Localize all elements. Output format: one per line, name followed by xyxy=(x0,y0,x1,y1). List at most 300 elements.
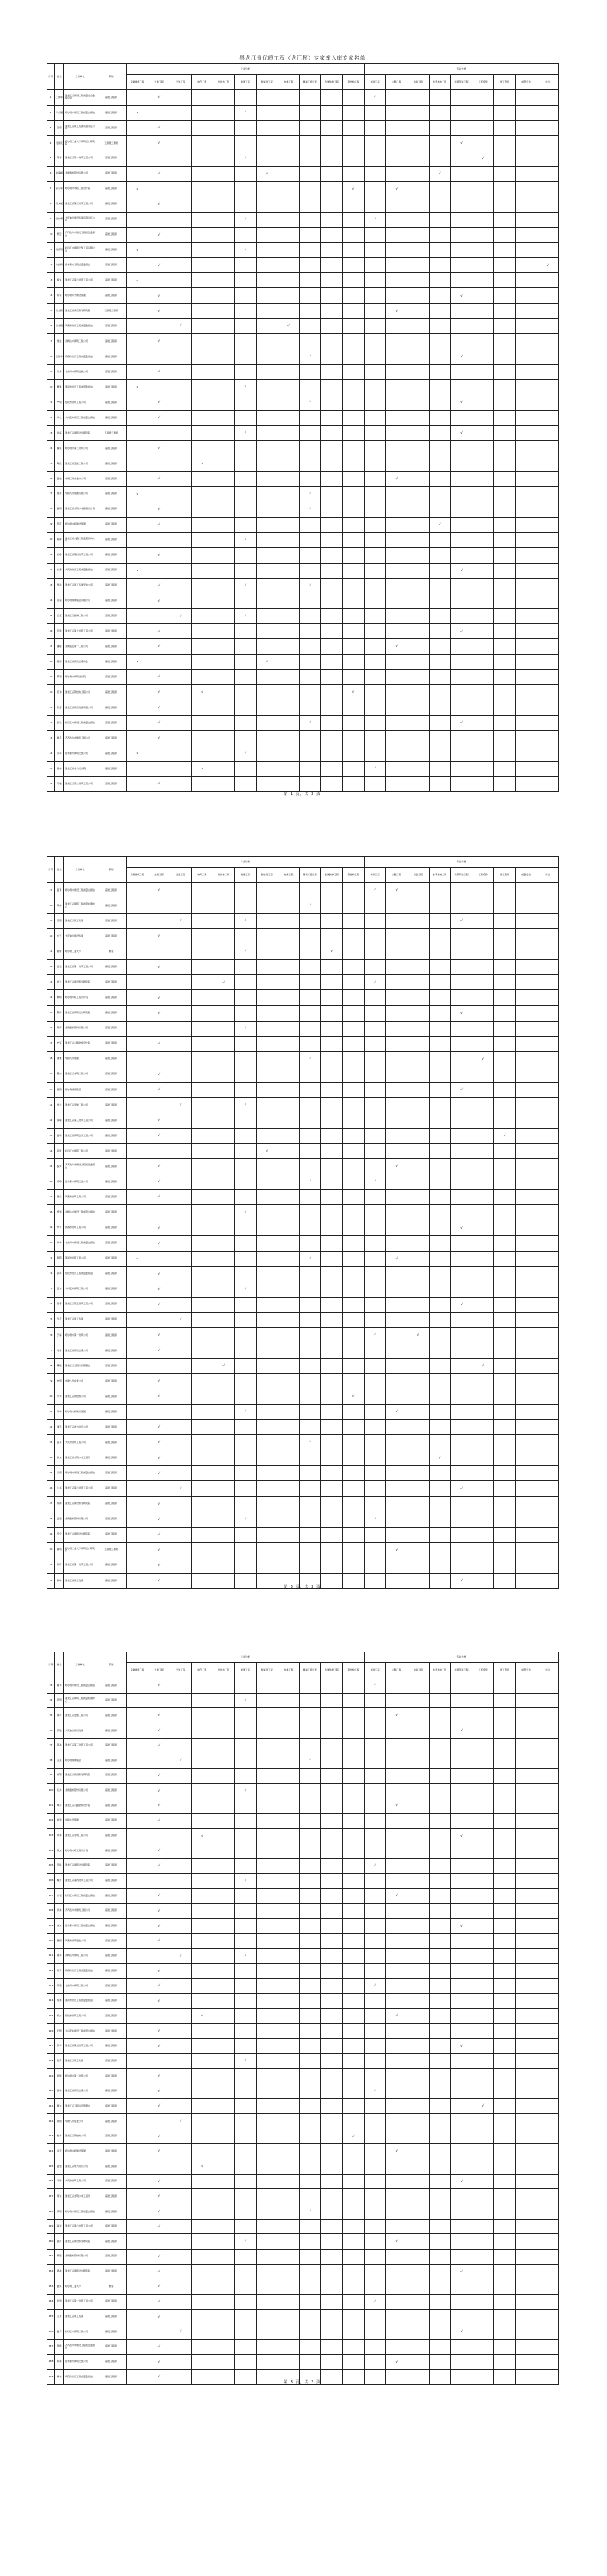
row-name: 章程 xyxy=(55,593,64,609)
row-specialty-cell xyxy=(472,1266,494,1282)
row-specialty-cell xyxy=(342,2264,364,2279)
row-specialty-cell xyxy=(342,1005,364,1021)
row-specialty-cell xyxy=(256,319,278,334)
row-seq: 31 xyxy=(47,547,55,563)
col-header-specialty: 钢结构工程 xyxy=(342,75,364,90)
row-specialty-cell xyxy=(407,1144,429,1159)
row-seq: 7 xyxy=(47,181,55,197)
row-specialty-cell xyxy=(235,517,256,532)
row-specialty-cell xyxy=(537,1190,558,1205)
row-specialty-cell xyxy=(494,563,515,578)
row-specialty-cell xyxy=(537,1979,558,1994)
row-specialty-cell xyxy=(300,1266,321,1282)
row-specialty-cell xyxy=(364,1327,385,1343)
row-specialty-cell xyxy=(429,1466,450,1481)
row-specialty-cell xyxy=(515,1190,537,1205)
row-specialty-cell xyxy=(537,655,558,670)
row-specialty-cell xyxy=(300,411,321,426)
row-specialty-cell xyxy=(450,1542,472,1558)
row-specialty-cell xyxy=(472,1753,494,1769)
row-specialty-cell xyxy=(364,1236,385,1251)
row-specialty-cell xyxy=(386,2309,407,2324)
row-specialty-cell xyxy=(278,334,299,349)
row-specialty-cell xyxy=(407,1435,429,1450)
row-specialty-cell xyxy=(407,1389,429,1405)
row-specialty-cell xyxy=(407,151,429,166)
row-specialty-cell xyxy=(494,2038,515,2054)
row-specialty-cell xyxy=(364,471,385,486)
row-specialty-cell xyxy=(407,2129,429,2144)
table-row xyxy=(47,2354,559,2370)
table-row xyxy=(47,578,559,593)
row-specialty-cell xyxy=(235,1828,256,1843)
row-specialty-cell xyxy=(472,1297,494,1312)
row-title: 高级工程师 xyxy=(96,700,127,716)
check-mark-icon: √ xyxy=(157,1379,161,1383)
row-specialty-cell xyxy=(191,2294,213,2309)
row-title: 教授 xyxy=(96,944,127,960)
row-specialty-cell xyxy=(191,929,213,944)
row-seq: 110 xyxy=(47,1934,55,1949)
row-specialty-cell xyxy=(537,1934,558,1949)
row-unit: 哈尔滨市政工程设计院 xyxy=(64,990,96,1005)
check-mark-icon: √ xyxy=(157,934,161,938)
header-row-groups xyxy=(47,1652,559,1663)
row-specialty-cell xyxy=(342,2054,364,2069)
row-specialty-cell xyxy=(235,883,256,898)
row-unit: 黑龙江省安装工程公司 xyxy=(64,1097,96,1113)
row-name: 常青 xyxy=(55,1297,64,1312)
row-specialty-cell xyxy=(256,761,278,776)
row-specialty-cell xyxy=(278,761,299,776)
row-specialty-cell xyxy=(235,1005,256,1021)
row-specialty-cell xyxy=(278,776,299,791)
row-specialty-cell xyxy=(537,319,558,334)
row-specialty-cell xyxy=(494,2174,515,2189)
row-specialty-cell xyxy=(342,1948,364,1964)
row-specialty-cell xyxy=(537,685,558,700)
row-title: 高级工程师 xyxy=(96,2159,127,2175)
row-specialty-cell xyxy=(386,1343,407,1358)
check-mark-icon: √ xyxy=(157,1240,161,1245)
row-unit: 黑龙江省建工集团 xyxy=(64,914,96,929)
row-specialty-cell xyxy=(407,1236,429,1251)
check-mark-icon: √ xyxy=(157,521,161,526)
row-specialty-cell xyxy=(515,1993,537,2009)
row-specialty-cell xyxy=(429,2144,450,2159)
row-specialty-cell xyxy=(407,273,429,288)
row-specialty-cell xyxy=(494,1481,515,1496)
check-mark-icon: √ xyxy=(374,1516,376,1521)
row-specialty-cell xyxy=(300,655,321,670)
row-specialty-cell xyxy=(321,1738,342,1753)
row-specialty-cell xyxy=(407,2279,429,2295)
check-mark-icon: √ xyxy=(395,308,398,313)
row-specialty-cell xyxy=(537,2024,558,2039)
row-specialty-cell xyxy=(537,1220,558,1236)
row-specialty-cell xyxy=(537,1558,558,1573)
row-specialty-cell xyxy=(494,2084,515,2099)
row-specialty-cell xyxy=(278,365,299,380)
check-mark-icon: √ xyxy=(309,1056,311,1061)
row-specialty-cell xyxy=(148,411,170,426)
row-seq: 72 xyxy=(47,1266,55,1282)
row-specialty-cell xyxy=(300,1843,321,1859)
row-specialty-cell xyxy=(450,1097,472,1113)
row-specialty-cell xyxy=(494,1934,515,1949)
row-title: 正高级工程师 xyxy=(96,425,127,440)
row-specialty-cell xyxy=(127,365,148,380)
row-specialty-cell xyxy=(429,105,450,120)
check-mark-icon: √ xyxy=(374,95,376,99)
row-specialty-cell xyxy=(515,1082,537,1097)
row-specialty-cell xyxy=(494,2024,515,2039)
row-specialty-cell xyxy=(515,212,537,227)
row-specialty-cell xyxy=(235,2054,256,2069)
col-header-specialty: 暖通工程 xyxy=(235,868,256,883)
row-specialty-cell xyxy=(494,2279,515,2295)
row-specialty-cell xyxy=(450,1159,472,1174)
row-specialty-cell xyxy=(537,639,558,655)
row-title: 高级工程师 xyxy=(96,1828,127,1843)
check-mark-icon: √ xyxy=(395,2239,398,2243)
table-row xyxy=(47,716,559,731)
col-header-specialty: 装饰装修工程 xyxy=(321,1663,342,1678)
row-specialty-cell xyxy=(256,609,278,624)
row-specialty-cell xyxy=(515,1220,537,1236)
row-specialty-cell xyxy=(170,1542,191,1558)
row-specialty-cell xyxy=(148,1828,170,1843)
row-specialty-cell xyxy=(148,1159,170,1174)
row-specialty-cell xyxy=(429,1542,450,1558)
row-specialty-cell xyxy=(407,1496,429,1512)
row-specialty-cell xyxy=(300,334,321,349)
row-seq: 61 xyxy=(47,1097,55,1113)
row-unit: 齐齐哈尔市建设工程质量监督站 xyxy=(64,1159,96,1174)
col-group-specialty-1: 专业分类 xyxy=(127,857,365,868)
row-specialty-cell xyxy=(537,2144,558,2159)
row-specialty-cell xyxy=(364,1918,385,1934)
row-specialty-cell xyxy=(537,1021,558,1036)
row-specialty-cell xyxy=(364,700,385,716)
row-specialty-cell xyxy=(321,1934,342,1949)
row-specialty-cell xyxy=(386,1512,407,1527)
row-specialty-cell xyxy=(386,1783,407,1798)
row-specialty-cell xyxy=(300,1405,321,1420)
check-mark-icon: √ xyxy=(374,766,376,771)
row-specialty-cell xyxy=(321,1993,342,2009)
row-specialty-cell xyxy=(148,456,170,471)
row-name: 臧平 xyxy=(55,1873,64,1889)
row-specialty-cell xyxy=(429,685,450,700)
row-specialty-cell xyxy=(148,1948,170,1964)
row-name: 郝明 xyxy=(55,1251,64,1266)
row-seq: 82 xyxy=(47,1420,55,1435)
row-specialty-cell xyxy=(407,1948,429,1964)
row-specialty-cell xyxy=(127,288,148,304)
check-mark-icon: √ xyxy=(201,690,203,694)
row-specialty-cell xyxy=(429,471,450,486)
table-row xyxy=(47,273,559,288)
row-specialty-cell xyxy=(213,1708,235,1723)
row-specialty-cell xyxy=(213,578,235,593)
row-name: 狄强 xyxy=(55,1813,64,1828)
row-specialty-cell xyxy=(342,1282,364,1297)
row-specialty-cell xyxy=(342,2189,364,2204)
check-mark-icon: √ xyxy=(201,2013,203,2018)
row-unit: 牡丹江市建筑工程公司 xyxy=(64,2324,96,2340)
row-specialty-cell xyxy=(450,2024,472,2039)
row-specialty-cell xyxy=(407,761,429,776)
row-specialty-cell xyxy=(407,1843,429,1859)
check-mark-icon: √ xyxy=(157,720,161,725)
row-specialty-cell xyxy=(278,486,299,502)
row-specialty-cell xyxy=(472,319,494,334)
row-specialty-cell xyxy=(256,578,278,593)
row-specialty-cell xyxy=(321,670,342,685)
row-name: 平安 xyxy=(55,1527,64,1542)
row-specialty-cell xyxy=(450,1466,472,1481)
row-specialty-cell xyxy=(364,639,385,655)
row-specialty-cell xyxy=(450,1993,472,2009)
row-specialty-cell xyxy=(213,1450,235,1466)
check-mark-icon: √ xyxy=(157,1547,161,1551)
table-row xyxy=(47,2159,559,2175)
row-specialty-cell xyxy=(450,2174,472,2189)
row-specialty-cell xyxy=(321,990,342,1005)
row-name: 禹平 xyxy=(55,1798,64,1814)
row-specialty-cell xyxy=(148,1343,170,1358)
row-specialty-cell xyxy=(170,1738,191,1753)
row-specialty-cell xyxy=(278,1312,299,1327)
row-specialty-cell xyxy=(256,547,278,563)
row-title: 高级工程师 xyxy=(96,242,127,258)
row-specialty-cell xyxy=(256,639,278,655)
row-specialty-cell xyxy=(170,135,191,151)
row-specialty-cell xyxy=(450,2084,472,2099)
row-specialty-cell xyxy=(321,2129,342,2144)
row-specialty-cell xyxy=(429,1005,450,1021)
row-specialty-cell xyxy=(191,593,213,609)
row-specialty-cell xyxy=(537,1723,558,1738)
row-specialty-cell xyxy=(170,1466,191,1481)
row-specialty-cell xyxy=(450,1828,472,1843)
table-row xyxy=(47,1918,559,1934)
row-title: 正高级工程师 xyxy=(96,1542,127,1558)
row-specialty-cell xyxy=(300,1450,321,1466)
row-seq: 126 xyxy=(47,2174,55,2189)
row-specialty-cell xyxy=(407,944,429,960)
row-unit: 大庆油田建设集团 xyxy=(64,1723,96,1738)
check-mark-icon: √ xyxy=(157,1164,161,1168)
row-title: 高级工程师 xyxy=(96,2339,127,2354)
row-unit: 牡丹江市建筑工程公司 xyxy=(64,1144,96,1159)
row-specialty-cell xyxy=(235,2114,256,2129)
row-specialty-cell xyxy=(386,1738,407,1753)
row-specialty-cell xyxy=(191,319,213,334)
row-specialty-cell xyxy=(494,1843,515,1859)
row-specialty-cell xyxy=(364,1358,385,1373)
row-specialty-cell xyxy=(148,1082,170,1097)
row-specialty-cell xyxy=(494,1798,515,1814)
row-specialty-cell xyxy=(191,2309,213,2324)
row-specialty-cell xyxy=(127,883,148,898)
row-specialty-cell xyxy=(342,639,364,655)
row-specialty-cell xyxy=(537,1813,558,1828)
row-specialty-cell xyxy=(407,898,429,914)
row-specialty-cell xyxy=(278,655,299,670)
table-row xyxy=(47,990,559,1005)
row-specialty-cell xyxy=(537,471,558,486)
check-mark-icon: √ xyxy=(460,430,463,435)
row-specialty-cell xyxy=(256,1266,278,1282)
row-specialty-cell xyxy=(342,1873,364,1889)
row-specialty-cell xyxy=(127,1343,148,1358)
row-specialty-cell xyxy=(300,1051,321,1067)
row-specialty-cell xyxy=(450,914,472,929)
row-specialty-cell xyxy=(148,486,170,502)
row-specialty-cell xyxy=(537,517,558,532)
row-specialty-cell xyxy=(235,304,256,319)
row-title: 高级工程师 xyxy=(96,2069,127,2084)
row-specialty-cell xyxy=(407,1798,429,1814)
row-specialty-cell xyxy=(342,761,364,776)
row-specialty-cell xyxy=(170,944,191,960)
row-specialty-cell xyxy=(472,883,494,898)
row-specialty-cell xyxy=(321,1190,342,1205)
row-specialty-cell xyxy=(256,624,278,639)
row-specialty-cell xyxy=(450,1889,472,1904)
row-specialty-cell xyxy=(515,242,537,258)
row-specialty-cell xyxy=(256,486,278,502)
row-specialty-cell xyxy=(321,2219,342,2234)
row-specialty-cell xyxy=(429,1435,450,1450)
row-title: 高级工程师 xyxy=(96,166,127,181)
row-specialty-cell xyxy=(364,380,385,395)
check-mark-icon: √ xyxy=(244,1697,247,1702)
row-title: 高级工程师 xyxy=(96,90,127,106)
row-unit: 大庆市建筑工程公司 xyxy=(64,2174,96,2189)
row-specialty-cell xyxy=(170,609,191,624)
check-mark-icon: √ xyxy=(157,2149,161,2153)
row-unit: 哈尔滨市建设工程质量监督站 xyxy=(64,1678,96,1694)
table-row xyxy=(47,395,559,411)
row-specialty-cell xyxy=(472,517,494,532)
row-seq: 111 xyxy=(47,1948,55,1964)
row-unit: 龙建路桥股份有限公司 xyxy=(64,1021,96,1036)
row-specialty-cell xyxy=(170,105,191,120)
row-specialty-cell xyxy=(472,1450,494,1466)
row-specialty-cell xyxy=(148,1496,170,1512)
row-name: 计强 xyxy=(55,1889,64,1904)
row-specialty-cell xyxy=(386,1297,407,1312)
check-mark-icon: √ xyxy=(157,2178,161,2183)
row-unit: 黑龙江省第二建筑工程公司 xyxy=(64,776,96,791)
row-specialty-cell xyxy=(148,1251,170,1266)
row-specialty-cell xyxy=(472,1678,494,1694)
row-specialty-cell xyxy=(386,1481,407,1496)
row-specialty-cell xyxy=(386,1993,407,2009)
row-name: 吕志强 xyxy=(55,319,64,334)
row-specialty-cell xyxy=(515,990,537,1005)
row-specialty-cell xyxy=(515,1948,537,1964)
row-specialty-cell xyxy=(127,1542,148,1558)
row-specialty-cell xyxy=(213,563,235,578)
row-specialty-cell xyxy=(450,593,472,609)
check-mark-icon: √ xyxy=(309,1179,311,1184)
check-mark-icon: √ xyxy=(265,659,268,664)
row-specialty-cell xyxy=(148,1693,170,1708)
row-specialty-cell xyxy=(300,1374,321,1389)
row-seq: 40 xyxy=(47,685,55,700)
row-specialty-cell xyxy=(278,1097,299,1113)
row-specialty-cell xyxy=(364,716,385,731)
row-name: 华立 xyxy=(55,411,64,426)
row-specialty-cell xyxy=(450,1174,472,1190)
table-row xyxy=(47,1236,559,1251)
table-row xyxy=(47,1343,559,1358)
check-mark-icon: √ xyxy=(352,1394,355,1398)
col-header-specialty: 电气工程 xyxy=(191,868,213,883)
document-page xyxy=(47,846,558,1589)
row-specialty-cell xyxy=(429,1813,450,1828)
row-title: 高级工程师 xyxy=(96,486,127,502)
expert-table xyxy=(47,856,559,1589)
row-specialty-cell xyxy=(256,1828,278,1843)
row-specialty-cell xyxy=(321,1435,342,1450)
row-specialty-cell xyxy=(300,914,321,929)
row-specialty-cell xyxy=(450,1251,472,1266)
row-specialty-cell xyxy=(515,197,537,212)
row-specialty-cell xyxy=(148,1753,170,1769)
row-specialty-cell xyxy=(191,105,213,120)
row-name: 严明 xyxy=(55,395,64,411)
row-specialty-cell xyxy=(429,1527,450,1542)
row-specialty-cell xyxy=(300,1389,321,1405)
row-specialty-cell xyxy=(386,456,407,471)
row-specialty-cell xyxy=(515,898,537,914)
row-specialty-cell xyxy=(515,716,537,731)
row-specialty-cell xyxy=(235,1358,256,1373)
row-specialty-cell xyxy=(235,1389,256,1405)
row-specialty-cell xyxy=(537,1738,558,1753)
row-specialty-cell xyxy=(300,2279,321,2295)
row-name: 朱红梅 xyxy=(55,258,64,273)
row-specialty-cell xyxy=(364,2174,385,2189)
row-specialty-cell xyxy=(386,349,407,365)
row-specialty-cell xyxy=(537,2294,558,2309)
row-specialty-cell xyxy=(342,1420,364,1435)
row-specialty-cell xyxy=(148,1036,170,1051)
row-title: 高级工程师 xyxy=(96,334,127,349)
row-specialty-cell xyxy=(321,181,342,197)
row-title: 高级工程师 xyxy=(96,273,127,288)
row-specialty-cell xyxy=(386,914,407,929)
row-title: 高级工程师 xyxy=(96,1159,127,1174)
row-specialty-cell xyxy=(450,1435,472,1450)
check-mark-icon: √ xyxy=(244,1210,247,1214)
row-title: 高级工程师 xyxy=(96,639,127,655)
row-specialty-cell xyxy=(407,563,429,578)
row-seq: 128 xyxy=(47,2204,55,2219)
row-specialty-cell xyxy=(321,456,342,471)
table-row xyxy=(47,639,559,655)
check-mark-icon: √ xyxy=(157,705,161,710)
row-specialty-cell xyxy=(235,212,256,227)
row-title: 高级工程师 xyxy=(96,1082,127,1097)
table-row xyxy=(47,105,559,120)
row-specialty-cell xyxy=(407,1113,429,1128)
